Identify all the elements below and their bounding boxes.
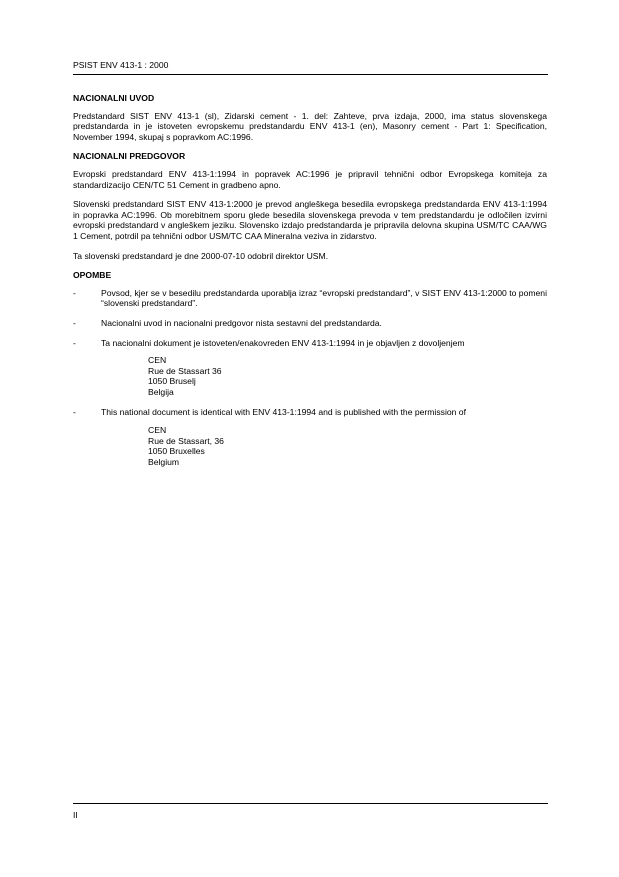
note-text: Ta nacionalni dokument je istoveten/enakovreden ENV 413-1:1994 in je objavljen z dovoljenjem <box>101 337 465 348</box>
header-divider <box>73 74 548 75</box>
predgovor-paragraph: Evropski predstandard ENV 413-1:1994 in popravek AC:1996 je pripravil tehnični odbor Evropskega komiteja za standardizacijo CEN/TC 51 Cement in gradbeno apno. <box>73 168 547 190</box>
address-line: CEN <box>148 425 167 436</box>
address-line: 1050 Bruxelles <box>148 446 205 457</box>
predgovor-paragraph: Slovenski predstandard SIST ENV 413-1:2000 je prevod angleškega besedila evropskega predstandarda ENV 413-1:1994 in popravka AC:1996. Ob morebitnem sporu glede besedila slovenskega prevoda v tem predstandardu je odločilen izvirni evropski predstandard v angleškem jeziku. Slovensko izdajo predstandarda je pripravila delovna skupina USM/TC CAA/WG 1 Cement, potrdil pa tehnični odbor USM/TC CAA Mineralna veziva in zidarstvo. <box>73 199 547 241</box>
note-dash: - <box>73 337 76 348</box>
note-item <box>73 407 547 418</box>
note-dash: - <box>73 287 76 298</box>
page-content <box>73 93 547 477</box>
note-text: This national document is identical with ENV 413-1:1994 and is published with the permission of <box>101 407 466 418</box>
address-line: CEN <box>148 355 167 366</box>
uvod-paragraph: Predstandard SIST ENV 413-1 (sl), Zidarski cement - 1. del: Zahteve, prva izdaja, 2000, ima status slovenskega predstandarda in je istoveten evropskemu predstandardu ENV 413-1 (en), Masonry cement - Part 1: Specification, November 1994, skupaj s popravkom AC:1996. <box>73 110 547 142</box>
footer-divider <box>73 803 548 804</box>
note-item <box>73 318 547 329</box>
note-item <box>73 338 547 349</box>
section-heading-nacionalni-predgovor: NACIONALNI PREDGOVOR <box>73 151 186 162</box>
page-number: II <box>73 810 78 820</box>
predgovor-paragraph: Ta slovenski predstandard je dne 2000-07-10 odobril direktor USM. <box>73 250 329 261</box>
address-line: Belgium <box>148 456 180 467</box>
note-text: Nacionalni uvod in nacionalni predgovor nista sestavni del predstandarda. <box>101 317 382 328</box>
note-dash: - <box>73 407 76 418</box>
address-block-en <box>148 425 547 467</box>
address-line: Belgija <box>148 386 174 397</box>
document-id-header: PSIST ENV 413-1 : 2000 <box>73 60 169 70</box>
address-line: 1050 Bruselj <box>148 376 196 387</box>
note-text: Povsod, kjer se v besedilu predstandarda uporablja izraz “evropski predstandard”, v SIST ENV 413-1:2000 to pomeni “slovenski predstandard”. <box>101 287 547 309</box>
address-line: Rue de Stassart, 36 <box>148 435 224 446</box>
address-block-sl <box>148 355 547 397</box>
section-heading-opombe: OPOMBE <box>73 270 112 281</box>
note-dash: - <box>73 317 76 328</box>
section-heading-nacionalni-uvod: NACIONALNI UVOD <box>73 93 155 103</box>
address-line: Rue de Stassart 36 <box>148 365 222 376</box>
note-item <box>73 288 547 309</box>
